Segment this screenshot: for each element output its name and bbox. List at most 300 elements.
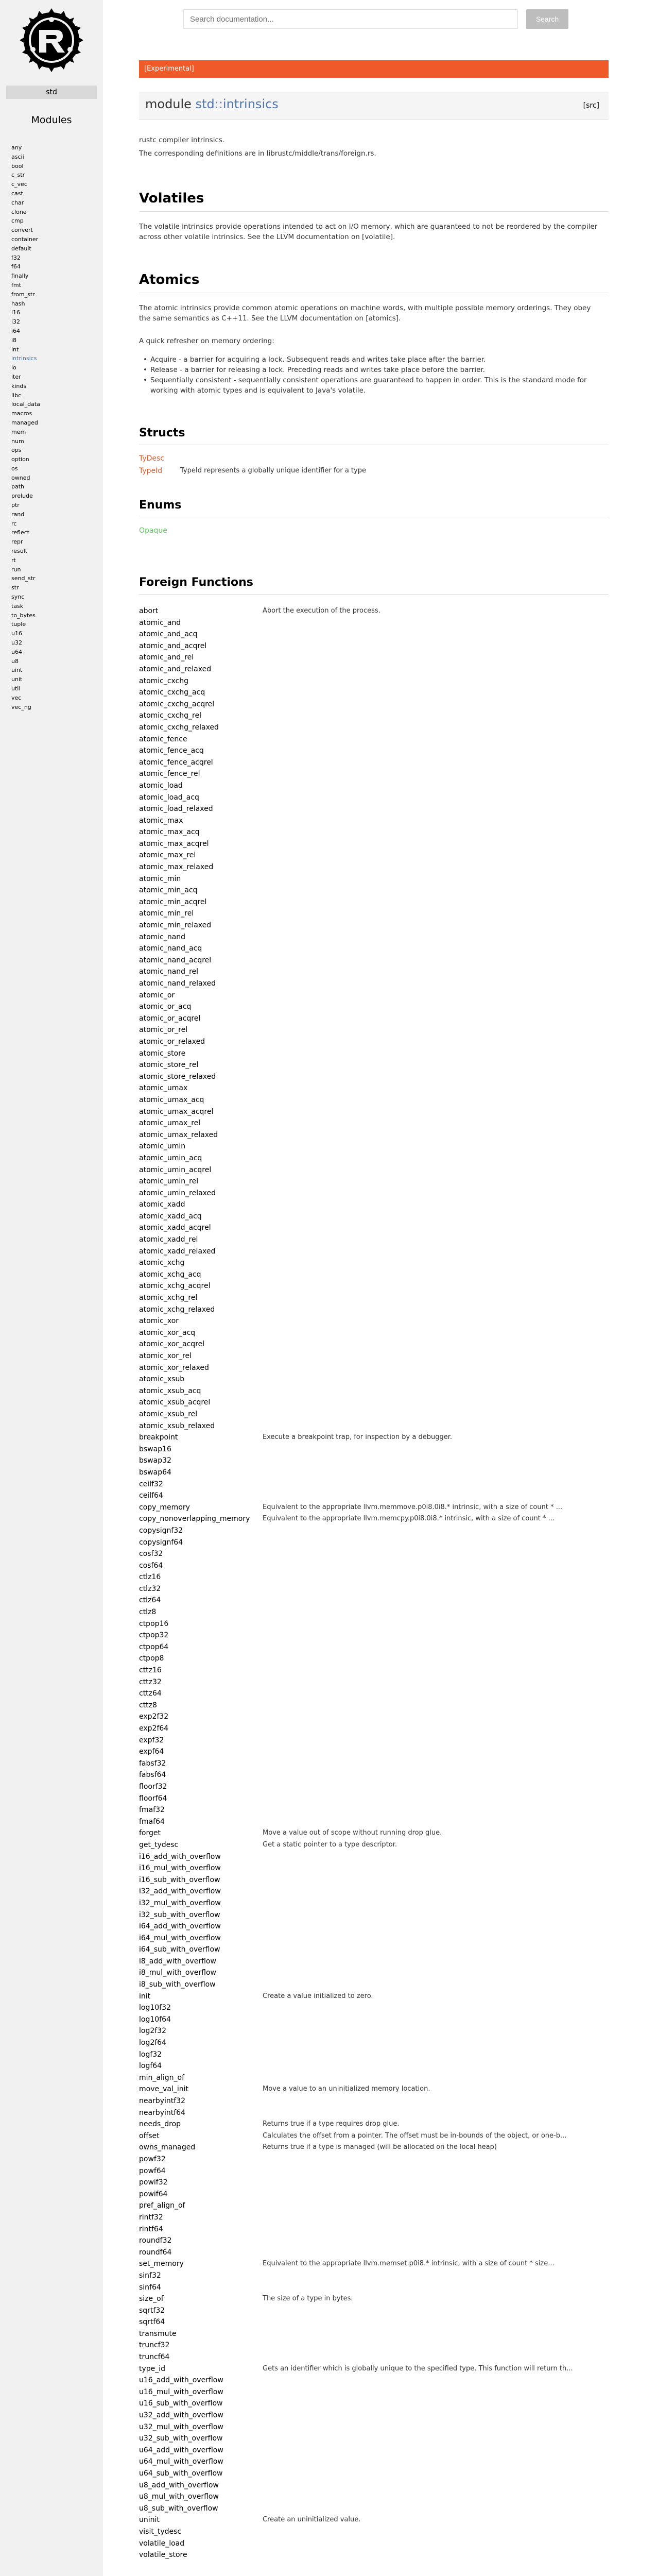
function-link[interactable]: u16_sub_with_overflow — [139, 2399, 223, 2408]
function-link[interactable]: truncf32 — [139, 2341, 170, 2350]
sidebar-module-link[interactable]: char — [11, 199, 24, 206]
function-link[interactable]: powf32 — [139, 2155, 166, 2163]
function-link[interactable]: atomic_cxchg_acqrel — [139, 700, 215, 708]
function-link[interactable]: ceilf64 — [139, 1492, 163, 1500]
function-link[interactable]: log2f32 — [139, 2027, 166, 2036]
function-link[interactable]: atomic_or_relaxed — [139, 1037, 205, 1046]
function-row — [139, 2212, 609, 2224]
function-link[interactable]: atomic_fence_acq — [139, 747, 204, 755]
function-row — [139, 768, 609, 780]
function-link[interactable]: i16_sub_with_overflow — [139, 1875, 220, 1884]
sidebar-module-link[interactable]: path — [11, 483, 25, 490]
function-link[interactable]: cttz8 — [139, 1701, 157, 1709]
function-link[interactable]: u8_sub_with_overflow — [139, 2504, 218, 2513]
title-path[interactable]: std::intrinsics — [195, 97, 279, 111]
function-link[interactable]: atomic_xadd_relaxed — [139, 1247, 216, 1256]
function-link[interactable]: atomic_xchg — [139, 1259, 185, 1267]
function-link[interactable]: cosf32 — [139, 1550, 163, 1558]
function-row — [139, 640, 609, 652]
function-link[interactable]: log10f32 — [139, 2004, 171, 2012]
function-link[interactable]: fmaf64 — [139, 1817, 165, 1826]
function-link[interactable]: u8_add_with_overflow — [139, 2481, 219, 2489]
sidebar-module-link[interactable]: from_str — [11, 291, 35, 298]
function-link[interactable]: u8_mul_with_overflow — [139, 2493, 219, 2501]
function-row — [139, 931, 609, 943]
function-link[interactable]: sqrtf64 — [139, 2318, 165, 2327]
function-row — [139, 1746, 609, 1758]
function-link[interactable]: u32_mul_with_overflow — [139, 2422, 223, 2431]
function-link[interactable]: floorf32 — [139, 1782, 167, 1791]
sidebar-module-link[interactable]: u8 — [11, 657, 19, 665]
sidebar-module-link[interactable]: managed — [11, 419, 38, 426]
function-link[interactable]: rintf32 — [139, 2213, 163, 2222]
function-link[interactable]: sinf32 — [139, 2271, 161, 2280]
sidebar-module-link[interactable]: cast — [11, 190, 23, 197]
function-row — [139, 966, 609, 978]
function-link[interactable]: log2f64 — [139, 2039, 166, 2047]
function-row — [139, 1758, 609, 1770]
function-link[interactable]: atomic_and_rel — [139, 653, 194, 662]
function-row — [139, 2445, 609, 2456]
sidebar-module-link[interactable]: prelude — [11, 493, 33, 500]
sidebar-module-link[interactable]: run — [11, 566, 21, 573]
function-row — [139, 745, 609, 757]
function-row — [139, 675, 609, 687]
function-link[interactable]: atomic_cxchg_rel — [139, 711, 202, 720]
function-link[interactable]: atomic_and — [139, 618, 181, 627]
function-link[interactable]: atomic_nand_acqrel — [139, 956, 212, 964]
function-link[interactable]: atomic_and_acq — [139, 630, 198, 639]
sidebar-module-link[interactable]: u16 — [11, 630, 22, 637]
function-link[interactable]: atomic_fence_rel — [139, 770, 200, 778]
sidebar-module-link[interactable]: option — [11, 456, 29, 463]
function-link[interactable]: atomic_and_relaxed — [139, 665, 212, 673]
sidebar-module-link[interactable]: i16 — [11, 309, 21, 316]
function-row — [139, 1688, 609, 1700]
function-row — [139, 2025, 609, 2037]
function-row — [139, 1048, 609, 1060]
sidebar-module-link[interactable]: u64 — [11, 648, 22, 655]
sidebar-module-link[interactable]: iter — [11, 373, 21, 380]
function-link[interactable]: bswap64 — [139, 1468, 171, 1477]
function-link[interactable]: atomic_xsub_acq — [139, 1386, 201, 1395]
function-link[interactable]: atomic_min_rel — [139, 909, 194, 918]
function-link[interactable]: i8_add_with_overflow — [139, 1957, 216, 1965]
function-row — [139, 1362, 609, 1374]
function-link[interactable]: powf64 — [139, 2166, 166, 2175]
function-row — [139, 1479, 609, 1490]
enum-link[interactable]: Opaque — [139, 527, 167, 535]
function-link[interactable]: atomic_xadd_acqrel — [139, 1224, 211, 1232]
function-link[interactable]: ctpop32 — [139, 1631, 169, 1640]
function-link[interactable]: i64_mul_with_overflow — [139, 1934, 221, 1942]
function-link[interactable]: copy_memory — [139, 1503, 190, 1512]
function-link[interactable]: u16_mul_with_overflow — [139, 2387, 223, 2396]
function-link[interactable]: atomic_nand_relaxed — [139, 979, 216, 988]
function-link[interactable]: cttz16 — [139, 1666, 162, 1675]
function-row — [139, 1502, 609, 1514]
sidebar — [0, 0, 103, 2576]
function-link[interactable]: atomic_max_relaxed — [139, 863, 214, 872]
function-link[interactable]: abort — [139, 607, 159, 615]
sidebar-module-link[interactable]: mem — [11, 428, 26, 435]
function-link[interactable]: atomic_xadd_acq — [139, 1212, 202, 1221]
struct-link[interactable]: TyDesc — [139, 454, 165, 463]
function-desc: The size of a type in bytes. — [263, 2295, 353, 2303]
sidebar-module-link[interactable]: bool — [11, 162, 24, 170]
function-row — [139, 2514, 609, 2526]
sidebar-module-link[interactable]: i32 — [11, 318, 21, 326]
sidebar-module-link[interactable]: f64 — [11, 263, 21, 270]
function-desc: Calculates the offset from a pointer. The offset must be in-bounds of the object, or one-b... — [263, 2131, 567, 2140]
function-link[interactable]: i32_mul_with_overflow — [139, 1899, 221, 1907]
function-link[interactable]: transmute — [139, 2329, 177, 2338]
sidebar-module-link[interactable]: os — [11, 465, 18, 472]
function-link[interactable]: atomic_min_relaxed — [139, 921, 212, 930]
sidebar-module-link[interactable]: hash — [11, 300, 25, 307]
search-button[interactable]: Search — [526, 9, 568, 29]
sidebar-module-link[interactable]: f32 — [11, 254, 21, 261]
function-link[interactable]: init — [139, 1992, 151, 2001]
function-link[interactable]: atomic_xadd_rel — [139, 1235, 198, 1244]
sidebar-module-link[interactable]: ptr — [11, 502, 20, 509]
function-link[interactable]: bswap32 — [139, 1456, 171, 1465]
function-link[interactable]: atomic_min — [139, 874, 181, 883]
function-row — [139, 699, 609, 710]
function-link[interactable]: fmaf32 — [139, 1806, 165, 1815]
function-link[interactable]: atomic_xchg_acq — [139, 1270, 201, 1279]
function-row — [139, 1071, 609, 1083]
function-link[interactable]: i64_sub_with_overflow — [139, 1945, 220, 1954]
function-link[interactable]: atomic_nand_acq — [139, 944, 202, 953]
function-link[interactable]: atomic_and_acqrel — [139, 641, 207, 650]
function-link[interactable]: roundf32 — [139, 2236, 172, 2245]
function-row — [139, 1338, 609, 1350]
function-link[interactable]: floorf64 — [139, 1794, 167, 1803]
function-row — [139, 1117, 609, 1129]
sidebar-module-link[interactable]: int — [11, 346, 19, 353]
sidebar-module-link[interactable]: uint — [11, 667, 23, 674]
function-link[interactable]: visit_tydesc — [139, 2527, 182, 2536]
function-link[interactable]: u16_add_with_overflow — [139, 2376, 223, 2385]
function-row — [139, 1129, 609, 1141]
function-link[interactable]: cosf64 — [139, 1561, 163, 1570]
function-link[interactable]: atomic_min_acqrel — [139, 897, 207, 906]
function-link[interactable]: cttz64 — [139, 1689, 162, 1698]
function-row — [139, 1304, 609, 1316]
function-link[interactable]: volatile_load — [139, 2539, 185, 2548]
sidebar-module-link[interactable]: repr — [11, 538, 23, 546]
function-link[interactable]: atomic_load_acq — [139, 793, 199, 802]
function-row — [139, 2282, 609, 2294]
function-link[interactable]: sinf64 — [139, 2283, 161, 2292]
function-link[interactable]: ceilf32 — [139, 1480, 163, 1488]
sidebar-module-link[interactable]: fmt — [11, 281, 21, 289]
function-row — [139, 1444, 609, 1455]
function-link[interactable]: size_of — [139, 2295, 164, 2303]
function-link[interactable]: copysignf32 — [139, 1526, 183, 1535]
function-link[interactable]: atomic_fence — [139, 735, 187, 743]
function-row — [139, 1164, 609, 1176]
function-link[interactable]: ctlz64 — [139, 1596, 161, 1605]
structs-heading: Structs — [139, 427, 609, 445]
sidebar-module-link[interactable]: local_data — [11, 401, 40, 408]
function-link[interactable]: i16_add_with_overflow — [139, 1852, 221, 1861]
function-row — [139, 2549, 609, 2561]
sidebar-module-link[interactable]: c_str — [11, 172, 25, 179]
function-link[interactable]: truncf64 — [139, 2353, 170, 2362]
function-desc: Get a static pointer to a type descriptor. — [263, 1840, 397, 1849]
sidebar-module-link[interactable]: tuple — [11, 621, 26, 628]
function-link[interactable]: fabsf32 — [139, 1759, 166, 1768]
function-link[interactable]: i8_sub_with_overflow — [139, 1980, 216, 1989]
function-link[interactable]: u64_add_with_overflow — [139, 2446, 223, 2454]
sidebar-module-link[interactable]: u32 — [11, 639, 22, 647]
function-link[interactable]: ctlz8 — [139, 1608, 157, 1617]
function-link[interactable]: ctlz16 — [139, 1573, 161, 1582]
function-link[interactable]: atomic_xsub — [139, 1375, 185, 1384]
function-row — [139, 1560, 609, 1572]
stability-badge: [Experimental] — [139, 60, 609, 78]
sidebar-module-link[interactable]: clone — [11, 208, 27, 215]
search-input[interactable] — [183, 9, 518, 29]
function-link[interactable]: atomic_xsub_relaxed — [139, 1421, 215, 1430]
function-link[interactable]: atomic_umin_acqrel — [139, 1165, 212, 1174]
function-link[interactable]: atomic_or_acq — [139, 1003, 192, 1011]
function-link[interactable]: owns_managed — [139, 2143, 196, 2152]
function-link[interactable]: atomic_store — [139, 1049, 186, 1058]
function-link[interactable]: expf64 — [139, 1748, 164, 1756]
function-link[interactable]: atomic_xchg_rel — [139, 1294, 198, 1302]
sidebar-module-link[interactable]: ops — [11, 447, 22, 454]
function-link[interactable]: atomic_umin_acq — [139, 1154, 202, 1162]
function-link[interactable]: rintf64 — [139, 2225, 163, 2233]
function-row — [139, 722, 609, 734]
function-row — [139, 1816, 609, 1828]
function-link[interactable]: atomic_umax_rel — [139, 1119, 201, 1128]
sidebar-module-link[interactable]: num — [11, 437, 24, 445]
function-link[interactable]: atomic_umax_acq — [139, 1095, 204, 1104]
function-link[interactable]: i64_add_with_overflow — [139, 1922, 221, 1931]
function-link[interactable]: u32_sub_with_overflow — [139, 2434, 223, 2443]
sidebar-module-link[interactable]: result — [11, 548, 28, 555]
function-link[interactable]: exp2f32 — [139, 1713, 169, 1721]
function-link[interactable]: atomic_min_acq — [139, 886, 198, 895]
function-link[interactable]: breakpoint — [139, 1433, 178, 1442]
function-link[interactable]: expf32 — [139, 1736, 164, 1744]
function-link[interactable]: move_val_init — [139, 2085, 188, 2094]
function-row — [139, 861, 609, 873]
function-row — [139, 1280, 609, 1292]
function-link[interactable]: atomic_umin — [139, 1142, 186, 1151]
memory-ordering-list — [150, 354, 603, 396]
function-link[interactable]: set_memory — [139, 2260, 184, 2268]
sidebar-module-link[interactable]: util — [11, 685, 21, 692]
function-link[interactable]: fabsf64 — [139, 1771, 166, 1780]
function-link[interactable]: atomic_xor_rel — [139, 1352, 192, 1360]
sidebar-module-link[interactable]: ascii — [11, 153, 24, 160]
function-link[interactable]: ctpop64 — [139, 1642, 169, 1651]
function-link[interactable]: atomic_nand — [139, 933, 186, 941]
sidebar-module-link[interactable]: default — [11, 245, 31, 252]
sidebar-module-link[interactable]: intrinsics — [11, 355, 37, 362]
sidebar-module-link[interactable]: owned — [11, 474, 30, 481]
sidebar-module-link[interactable]: str — [11, 584, 19, 591]
function-row — [139, 1024, 609, 1036]
function-link[interactable]: atomic_max — [139, 816, 183, 825]
function-link[interactable]: uninit — [139, 2516, 160, 2524]
function-link[interactable]: powif32 — [139, 2178, 168, 2187]
function-link[interactable]: atomic_cxchg — [139, 676, 189, 685]
sidebar-module-link[interactable]: reflect — [11, 529, 30, 536]
function-row — [139, 2002, 609, 2014]
function-link[interactable]: atomic_load — [139, 781, 183, 790]
function-link[interactable]: cttz32 — [139, 1677, 162, 1686]
page-title — [145, 97, 279, 111]
function-link[interactable]: atomic_xor_acqrel — [139, 1340, 205, 1349]
sidebar-module-link[interactable]: rt — [11, 556, 16, 564]
function-row — [139, 1374, 609, 1385]
function-link[interactable]: ctpop16 — [139, 1619, 169, 1628]
function-link[interactable]: offset — [139, 2131, 160, 2140]
sidebar-module-link[interactable]: send_str — [11, 575, 36, 582]
function-row — [139, 734, 609, 745]
function-row — [139, 2165, 609, 2177]
function-link[interactable]: atomic_store_relaxed — [139, 1072, 216, 1081]
sidebar-module-link[interactable]: macros — [11, 410, 32, 417]
function-link[interactable]: atomic_xadd — [139, 1200, 185, 1209]
function-link[interactable]: powif64 — [139, 2190, 168, 2198]
function-row — [139, 1257, 609, 1269]
struct-link[interactable]: TypeId — [139, 467, 163, 475]
sidebar-module-link[interactable]: io — [11, 364, 16, 371]
rust-logo[interactable] — [19, 7, 84, 73]
sidebar-module-link[interactable]: convert — [11, 227, 33, 234]
modules-heading: Modules — [31, 114, 72, 126]
function-link[interactable]: needs_drop — [139, 2120, 181, 2129]
function-link[interactable]: atomic_xsub_acqrel — [139, 1398, 211, 1407]
function-row — [139, 2107, 609, 2119]
function-link[interactable]: atomic_xchg_relaxed — [139, 1305, 215, 1314]
function-link[interactable]: atomic_umin_relaxed — [139, 1189, 216, 1197]
sidebar-module-link[interactable]: finally — [11, 273, 29, 280]
function-link[interactable]: copy_nonoverlapping_memory — [139, 1515, 250, 1523]
function-link[interactable]: atomic_xsub_rel — [139, 1410, 198, 1418]
function-row — [139, 1967, 609, 1979]
function-row — [139, 1350, 609, 1362]
function-link[interactable]: forget — [139, 1829, 161, 1838]
source-link[interactable]: [src] — [583, 101, 599, 110]
module-list — [11, 143, 40, 711]
function-row — [139, 1618, 609, 1630]
function-link[interactable]: atomic_max_acqrel — [139, 839, 209, 848]
function-link[interactable]: atomic_umax_relaxed — [139, 1130, 218, 1139]
function-row — [139, 1513, 609, 1525]
function-link[interactable]: min_align_of — [139, 2073, 185, 2082]
function-link[interactable]: get_tydesc — [139, 1840, 179, 1849]
function-link[interactable]: atomic_xchg_acqrel — [139, 1282, 211, 1291]
function-link[interactable]: type_id — [139, 2364, 166, 2373]
function-link[interactable]: u32_add_with_overflow — [139, 2411, 223, 2420]
function-link[interactable]: atomic_cxchg_relaxed — [139, 723, 219, 732]
function-link[interactable]: i8_mul_with_overflow — [139, 1969, 216, 1977]
function-row — [139, 1979, 609, 1991]
function-link[interactable]: u64_sub_with_overflow — [139, 2469, 223, 2478]
function-link[interactable]: bswap16 — [139, 1445, 171, 1453]
function-link[interactable]: atomic_store_rel — [139, 1061, 199, 1070]
function-row — [139, 1956, 609, 1968]
sidebar-module-link[interactable]: container — [11, 235, 39, 243]
function-link[interactable]: logf64 — [139, 2062, 162, 2071]
function-link[interactable]: atomic_fence_acqrel — [139, 758, 213, 767]
function-row — [139, 1188, 609, 1199]
function-row — [139, 1432, 609, 1444]
sidebar-module-link[interactable]: any — [11, 144, 22, 151]
function-link[interactable]: u64_mul_with_overflow — [139, 2458, 223, 2466]
sidebar-module-link[interactable]: rand — [11, 511, 25, 518]
function-link[interactable]: logf32 — [139, 2050, 162, 2059]
sidebar-module-link[interactable]: rc — [11, 520, 17, 527]
function-link[interactable]: atomic_xor — [139, 1317, 179, 1326]
sidebar-module-link[interactable]: sync — [11, 594, 25, 601]
sidebar-module-link[interactable]: c_vec — [11, 181, 27, 188]
sidebar-module-link[interactable]: cmp — [11, 217, 24, 225]
function-link[interactable]: atomic_cxchg_acq — [139, 688, 205, 697]
function-link[interactable]: nearbyintf64 — [139, 2108, 185, 2117]
function-row — [139, 1851, 609, 1863]
function-link[interactable]: atomic_umin_rel — [139, 1177, 199, 1186]
function-link[interactable]: volatile_store — [139, 2551, 187, 2560]
function-row — [139, 1548, 609, 1560]
function-link[interactable]: atomic_nand_rel — [139, 968, 199, 976]
function-link[interactable]: atomic_max_rel — [139, 851, 196, 860]
function-link[interactable]: roundf64 — [139, 2248, 172, 2257]
function-link[interactable]: atomic_xor_relaxed — [139, 1363, 209, 1372]
sidebar-module-link[interactable]: vec_ng — [11, 703, 31, 710]
function-link[interactable]: atomic_umax_acqrel — [139, 1107, 214, 1116]
function-link[interactable]: ctlz32 — [139, 1584, 161, 1593]
sidebar-module-link[interactable]: vec — [11, 694, 22, 701]
function-link[interactable]: log10f64 — [139, 2015, 171, 2024]
function-row — [139, 2538, 609, 2550]
crate-name[interactable]: std — [6, 86, 97, 99]
sidebar-module-link[interactable]: i64 — [11, 327, 21, 334]
function-row — [139, 2258, 609, 2270]
sidebar-module-link[interactable]: task — [11, 602, 24, 609]
function-link[interactable]: i32_add_with_overflow — [139, 1887, 221, 1896]
function-link[interactable]: atomic_xor_acq — [139, 1328, 196, 1337]
function-link[interactable]: copysignf64 — [139, 1538, 183, 1547]
sidebar-module-link[interactable]: to_bytes — [11, 612, 36, 619]
function-link[interactable]: nearbyintf32 — [139, 2097, 185, 2105]
function-link[interactable]: exp2f64 — [139, 1724, 169, 1733]
function-link[interactable]: i16_mul_with_overflow — [139, 1864, 221, 1873]
sidebar-module-link[interactable]: i8 — [11, 336, 17, 344]
sidebar-module-link[interactable]: kinds — [11, 382, 27, 389]
sidebar-module-link[interactable]: unit — [11, 676, 23, 683]
function-link[interactable]: atomic_or_rel — [139, 1026, 188, 1035]
function-link[interactable]: atomic_load_relaxed — [139, 805, 213, 814]
function-link[interactable]: atomic_max_acq — [139, 828, 200, 837]
function-link[interactable]: atomic_or_acqrel — [139, 1014, 201, 1023]
function-link[interactable]: sqrtf32 — [139, 2306, 165, 2315]
function-link[interactable]: atomic_or — [139, 991, 175, 999]
function-link[interactable]: ctpop8 — [139, 1654, 164, 1663]
function-link[interactable]: i32_sub_with_overflow — [139, 1910, 220, 1919]
function-link[interactable]: atomic_umax — [139, 1084, 188, 1093]
function-link[interactable]: pref_align_of — [139, 2201, 185, 2210]
sidebar-module-link[interactable]: libc — [11, 392, 22, 399]
